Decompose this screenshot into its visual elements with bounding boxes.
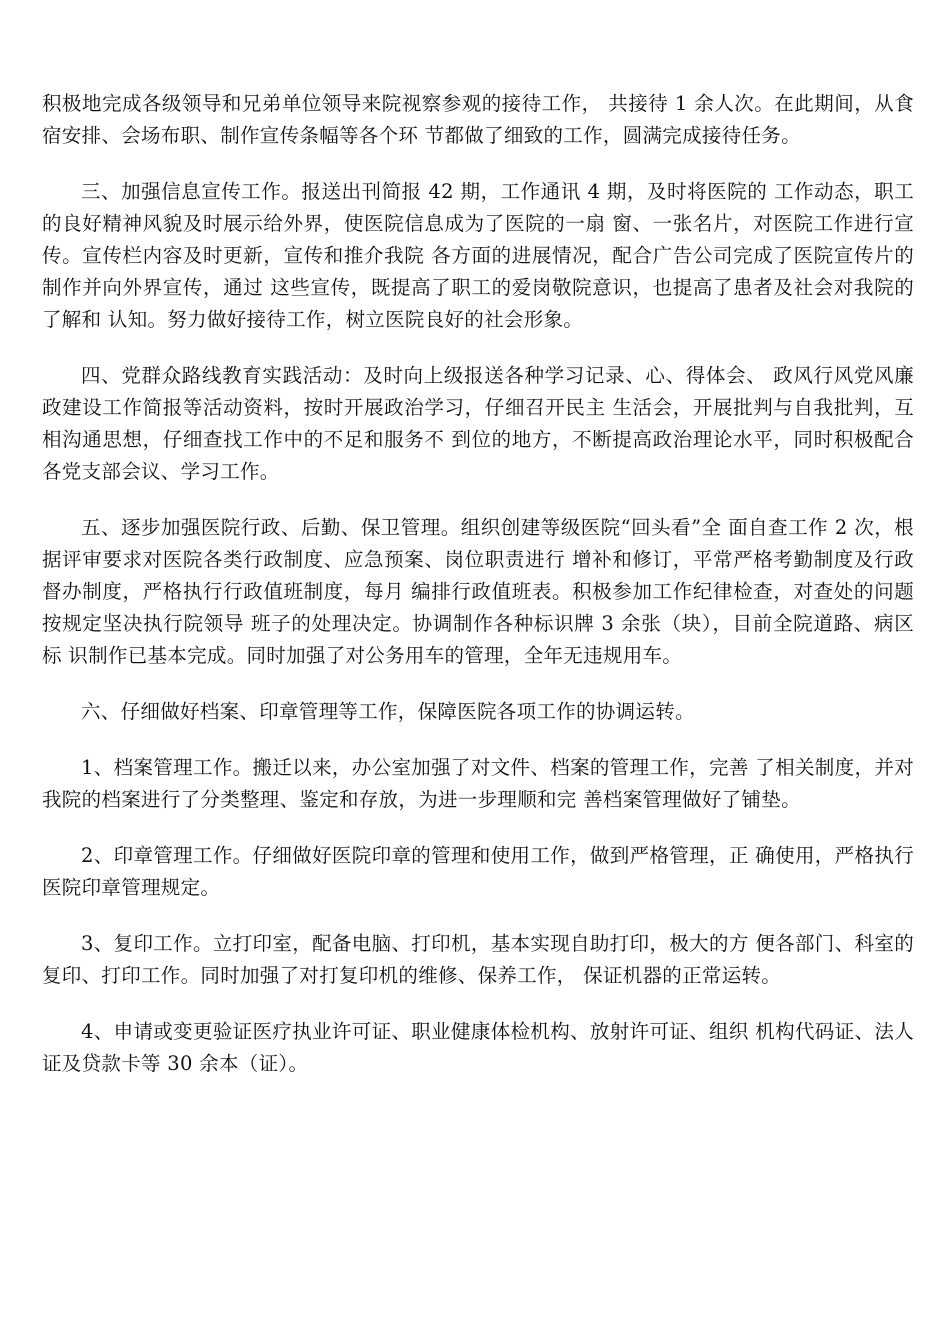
paragraph-section-6: 六、仔细做好档案、印章管理等工作，保障医院各项工作的协调运转。	[81, 700, 695, 723]
paragraph-section-3: 三、加强信息宣传工作。报送出刊简报 42 期，工作通讯 4 期，及时将医院的 工作动态，职工的良好精神风貌及时展示给外界，使医院信息成为了医院的一扇 窗、一张名片，对医院工作进行宣传。宣传栏内容及时更新，宣传和推介我院 各方面的进展情况，配合广告公司完成了医院宣传片的制作并向外界宣传，通过 这些宣传，既提高了职工的爱岗敬院意识，也提高了患者及社会对我院的了解和 认知。努力做好接待工作，树立医院良好的社会形象。	[42, 180, 914, 331]
paragraph-item-3: 3、复印工作。立打印室，配备电脑、打印机，基本实现自助打印，极大的方 便各部门、科室的复印、打印工作。同时加强了对打复印机的维修、保养工作， 保证机器的正常运转。	[42, 932, 914, 987]
paragraph-item-4: 4、申请或变更验证医疗执业许可证、职业健康体检机构、放射许可证、组织 机构代码证、法人证及贷款卡等 30 余本（证）。	[42, 1020, 914, 1075]
paragraph-section-4: 四、党群众路线教育实践活动：及时向上级报送各种学习记录、心、得体会、 政风行风党风廉政建设工作简报等活动资料，按时开展政治学习，仔细召开民主 生活会，开展批判与自我批判，互相沟通思想，仔细查找工作中的不足和服务不 到位的地方，不断提高政治理论水平，同时积极配合各党支部会议、学习工作。	[42, 364, 914, 483]
document-body	[42, 88, 914, 1104]
paragraph-continuation: 积极地完成各级领导和兄弟单位领导来院视察参观的接待工作， 共接待 1 余人次。在此期间，从食宿安排、会场布职、制作宣传条幅等各个环 节都做了细致的工作，圆满完成接待任务。	[42, 92, 914, 147]
paragraph-item-1: 1、档案管理工作。搬迁以来，办公室加强了对文件、档案的管理工作，完善 了相关制度，并对我院的档案进行了分类整理、鉴定和存放，为进一步理顺和完 善档案管理做好了铺垫。	[42, 756, 914, 811]
paragraph-section-5: 五、逐步加强医院行政、后勤、保卫管理。组织创建等级医院“回头看”全 面自查工作 2 次，根据评审要求对医院各类行政制度、应急预案、岗位职责进行 增补和修订，平常严格考勤制度及行政督办制度，严格执行行政值班制度，每月 编排行政值班表。积极参加工作纪律检查，对查处的问题按规定坚决执行院领导 班子的处理决定。协调制作各种标识牌 3 余张（块），目前全院道路、病区标 识制作已基本完成。同时加强了对公务用车的管理，全年无违规用车。	[42, 516, 914, 667]
paragraph-item-2: 2、印章管理工作。仔细做好医院印章的管理和使用工作，做到严格管理，正 确使用，严格执行医院印章管理规定。	[42, 844, 914, 899]
